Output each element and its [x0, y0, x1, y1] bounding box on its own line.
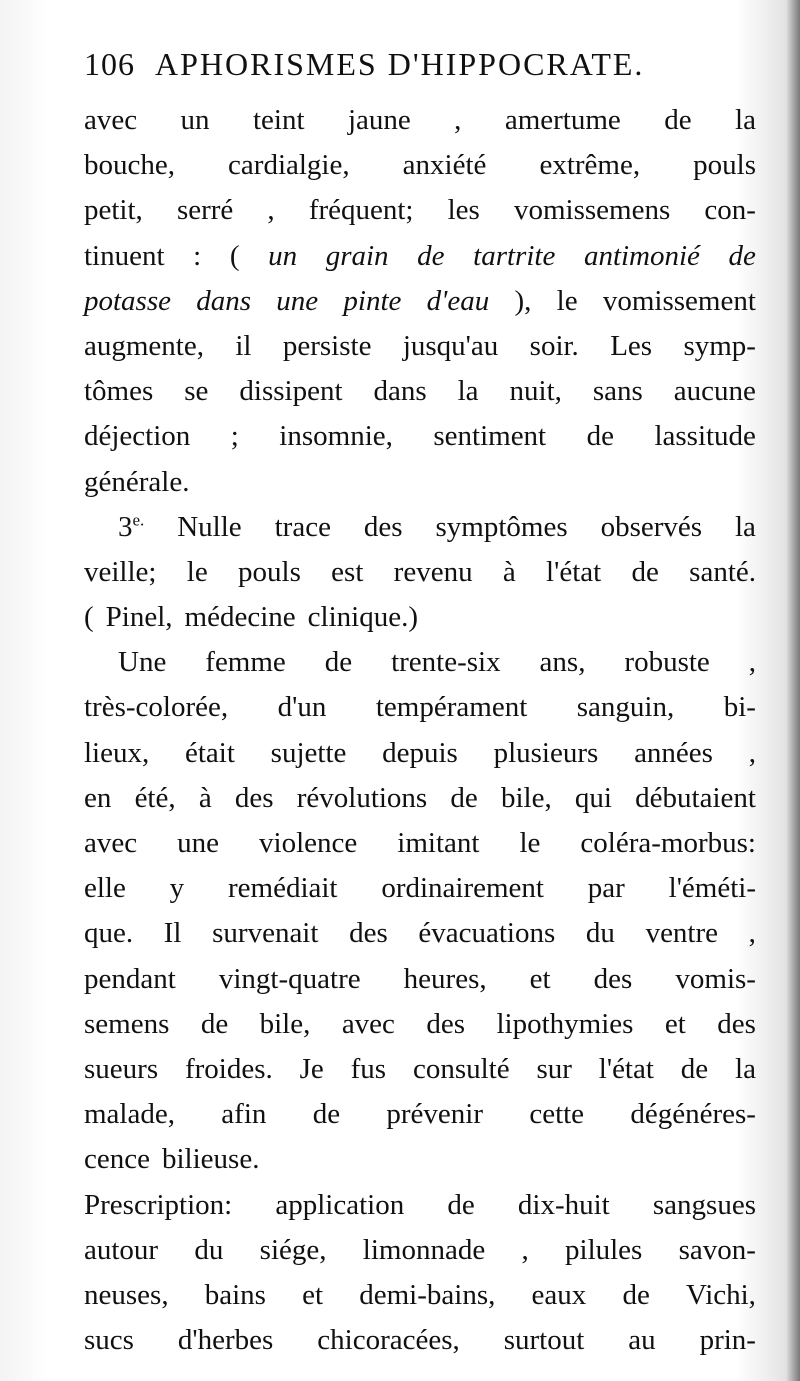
text-line — [84, 957, 756, 1002]
text-line — [84, 505, 756, 550]
word: Il — [163, 917, 182, 950]
word: Nulle — [177, 510, 242, 543]
word: dégénéres- — [630, 1098, 756, 1131]
word: en — [84, 781, 112, 814]
word: bouche, — [84, 149, 175, 182]
text-line — [84, 1002, 756, 1047]
word: le — [519, 827, 541, 859]
word: con- — [704, 194, 756, 227]
word: du — [194, 1233, 224, 1266]
word: tartrite — [473, 239, 556, 272]
word: le — [186, 555, 208, 588]
word: neuses, — [84, 1278, 169, 1311]
word: à — [502, 555, 516, 588]
word: $3^{e.}$ — [118, 510, 145, 543]
word: l'éméti- — [668, 872, 756, 905]
word: lieux, — [84, 736, 150, 769]
word: sueurs — [84, 1052, 159, 1085]
word: nuit, — [509, 375, 562, 408]
text-line — [84, 1318, 756, 1363]
word: avec — [84, 104, 138, 136]
word: ans, — [539, 646, 586, 679]
word: sans — [592, 375, 643, 408]
word: bilieuse. — [162, 1143, 260, 1176]
word: d'eau — [426, 284, 490, 317]
word: médecine — [184, 601, 296, 634]
text-line — [84, 776, 756, 821]
word: grain — [325, 239, 389, 272]
word: autour — [84, 1233, 159, 1266]
word: jaune — [347, 104, 411, 136]
word: d'herbes — [177, 1324, 274, 1357]
word: sur — [536, 1052, 572, 1085]
word: dix-huit — [517, 1188, 610, 1221]
word: bile, — [259, 1007, 311, 1040]
word: veille; — [84, 555, 157, 588]
word: de — [417, 239, 445, 272]
superscript: e. — [132, 510, 145, 530]
word: vomis- — [675, 962, 756, 995]
word: évacuations — [418, 917, 556, 950]
word: extrême, — [539, 149, 641, 182]
word: la — [457, 375, 479, 408]
word: Pinel, — [105, 601, 173, 634]
text-line — [84, 595, 756, 640]
word: jusqu'au — [402, 329, 499, 362]
word: avec — [84, 827, 138, 859]
text-line — [84, 911, 756, 956]
word: , — [454, 104, 462, 136]
word: une — [276, 284, 319, 317]
word: une — [177, 827, 220, 859]
word: Je — [299, 1052, 324, 1085]
word: pinte — [343, 284, 402, 317]
word: soir. — [529, 329, 579, 362]
word: antimonié — [583, 239, 700, 272]
word: froides. — [184, 1052, 273, 1085]
word: Une — [118, 646, 167, 679]
word: pouls — [693, 149, 756, 182]
word: limonnade — [362, 1233, 486, 1266]
word: l'état — [546, 555, 602, 588]
word: des — [426, 1007, 466, 1040]
word: les — [447, 194, 480, 227]
word: remédiait — [227, 872, 338, 905]
text-line — [84, 324, 756, 369]
word: robuste — [624, 646, 710, 679]
word: serré — [176, 194, 234, 227]
word: plusieurs — [493, 736, 599, 769]
text-line — [84, 143, 756, 188]
text-line — [84, 1137, 756, 1182]
word: que. — [84, 917, 134, 950]
text-line — [84, 1092, 756, 1137]
word: trente-six — [391, 646, 501, 679]
word: de — [447, 1188, 475, 1221]
word: à — [198, 781, 212, 814]
body-text — [84, 98, 756, 1363]
word: la — [735, 1052, 756, 1085]
word: violence — [259, 827, 358, 859]
word: surtout — [503, 1324, 585, 1357]
word: d'un — [277, 691, 327, 724]
word: un — [268, 239, 298, 272]
word: bains — [204, 1278, 266, 1311]
word: et — [302, 1278, 324, 1311]
word: été, — [134, 781, 176, 814]
word: est — [331, 555, 364, 588]
word: de — [586, 420, 614, 453]
word: y — [169, 872, 185, 905]
word: la — [735, 104, 756, 136]
word: persiste — [282, 329, 372, 362]
word: fus — [350, 1052, 387, 1085]
text-line — [84, 279, 756, 324]
word: vomissemens — [513, 194, 671, 227]
word: tômes — [84, 375, 154, 408]
word: générale. — [84, 465, 190, 498]
word: bile, — [500, 781, 552, 814]
text-line — [84, 369, 756, 414]
text-line — [84, 866, 756, 911]
word: Prescription: — [84, 1188, 233, 1221]
word: l'état — [598, 1052, 654, 1085]
word: survenait — [212, 917, 319, 950]
word: sentiment — [433, 420, 547, 453]
word: Les — [610, 329, 653, 362]
word: ventre — [645, 917, 719, 950]
word: de — [622, 1278, 650, 1311]
word: vomissement — [602, 284, 756, 317]
word: ), — [514, 284, 532, 317]
word: cence — [84, 1143, 150, 1176]
word: , — [748, 917, 756, 950]
word: petit, — [84, 194, 143, 227]
word: se — [184, 375, 209, 408]
word: malade, — [84, 1098, 175, 1131]
word: santé. — [689, 555, 756, 588]
text-line — [84, 640, 756, 685]
word: , — [748, 646, 756, 679]
word: observés — [600, 510, 703, 543]
word: dans — [196, 284, 252, 317]
word: de — [728, 239, 756, 272]
word: anxiété — [402, 149, 487, 182]
text-line — [84, 460, 756, 505]
word: aucune — [673, 375, 756, 408]
text-line — [84, 731, 756, 776]
word: eaux — [531, 1278, 587, 1311]
word: consulté — [412, 1052, 510, 1085]
word: tinuent — [84, 239, 165, 272]
word: pendant — [84, 962, 176, 995]
word: cette — [529, 1098, 585, 1131]
word: , — [521, 1233, 529, 1266]
page-number: 106 — [84, 46, 135, 82]
word: des — [717, 1007, 756, 1040]
word: symp- — [683, 329, 756, 362]
word: , — [748, 736, 756, 769]
word: la — [734, 510, 756, 543]
text-line — [84, 821, 756, 866]
running-title: APHORISMES D'HIPPOCRATE. — [155, 46, 645, 82]
word: des — [363, 510, 403, 543]
text-line — [84, 98, 756, 143]
word: débutaient — [635, 781, 756, 814]
word: des — [593, 962, 633, 995]
word: bi- — [723, 691, 756, 724]
word: lipothymies — [496, 1007, 634, 1040]
text-line — [84, 414, 756, 459]
word: , — [267, 194, 275, 227]
word: femme — [205, 646, 286, 679]
word: vingt-quatre — [218, 962, 361, 995]
text-line — [84, 234, 756, 279]
word: années — [634, 736, 713, 769]
word: imitant — [397, 827, 480, 859]
word: ; — [230, 420, 239, 453]
word: de — [450, 781, 478, 814]
text-line — [84, 188, 756, 233]
word: de — [680, 1052, 709, 1085]
word: au — [628, 1324, 656, 1357]
word: dissipent — [239, 375, 343, 408]
text-line — [84, 1273, 756, 1318]
word: fréquent; — [308, 194, 414, 227]
word: de — [631, 555, 659, 588]
word: du — [585, 917, 615, 950]
word: amertume — [504, 104, 621, 136]
word: de — [312, 1098, 341, 1131]
word: il — [235, 329, 252, 362]
word: prin- — [699, 1324, 756, 1357]
text-line — [84, 1183, 756, 1228]
word: avec — [341, 1007, 395, 1040]
word: et — [664, 1007, 686, 1040]
word: de — [324, 646, 353, 679]
word: augmente, — [84, 329, 204, 362]
word: potasse — [84, 284, 171, 317]
word: savon- — [678, 1233, 756, 1266]
word: prévenir — [386, 1098, 484, 1131]
text-line — [84, 1228, 756, 1273]
word: chicoracées, — [317, 1324, 460, 1357]
word: de — [664, 104, 692, 136]
word: demi-bains, — [359, 1278, 496, 1311]
page-edge-shadow — [786, 0, 800, 1381]
word: cardialgie, — [228, 149, 350, 182]
word: semens — [84, 1007, 170, 1040]
word: elle — [84, 872, 126, 905]
text-line — [84, 685, 756, 730]
word: un — [180, 104, 210, 136]
word: qui — [574, 781, 612, 814]
word: insomnie, — [279, 420, 393, 453]
word: revenu — [393, 555, 473, 588]
word: révolutions — [296, 781, 428, 814]
word: symptômes — [435, 510, 568, 543]
word: trace — [274, 510, 331, 543]
word: depuis — [382, 736, 458, 769]
word: était — [185, 736, 235, 769]
word: et — [529, 962, 551, 995]
word: sujette — [270, 736, 347, 769]
text-line — [84, 1047, 756, 1092]
word: très-colorée, — [84, 691, 229, 724]
word: lassitude — [654, 420, 756, 453]
word: coléra-morbus: — [580, 827, 756, 859]
word: sanguin, — [576, 691, 675, 724]
page-header — [84, 46, 724, 96]
word: dans — [373, 375, 427, 408]
word: afin — [221, 1098, 267, 1131]
word: application — [275, 1188, 405, 1221]
word: sangsues — [652, 1188, 756, 1221]
word: ( — [84, 601, 94, 634]
word: teint — [252, 104, 305, 136]
word: pilules — [565, 1233, 643, 1266]
word: sucs — [84, 1324, 134, 1357]
word: de — [200, 1007, 229, 1040]
word: Vichi, — [686, 1278, 756, 1311]
word: pouls — [238, 555, 301, 588]
word: siége, — [259, 1233, 327, 1266]
word: clinique.) — [307, 601, 418, 634]
word: des — [349, 917, 388, 950]
word: ( — [229, 239, 240, 272]
word: déjection — [84, 420, 191, 453]
word: par — [587, 872, 625, 905]
word: des — [234, 781, 274, 814]
word: ordinairement — [381, 872, 544, 905]
word: heures, — [403, 962, 487, 995]
word: : — [193, 239, 202, 272]
word: tempérament — [375, 691, 528, 724]
word: le — [556, 284, 578, 317]
text-line — [84, 550, 756, 595]
